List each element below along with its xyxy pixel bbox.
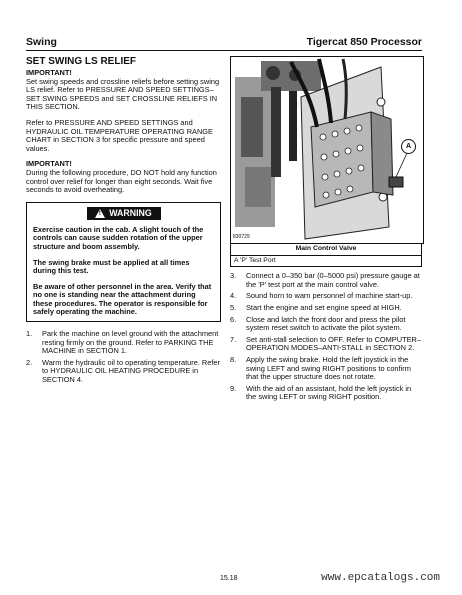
right-column bbox=[230, 56, 422, 405]
section-title: SET SWING LS RELIEF bbox=[26, 56, 137, 67]
warning-triangle-icon: ! bbox=[95, 209, 105, 218]
list-item: 5. Start the engine and set engine speed at HIGH. bbox=[230, 302, 402, 312]
steps-list-left bbox=[26, 330, 221, 385]
watermark: www.epcatalogs.com bbox=[321, 572, 440, 584]
caption-key: A 'P' Test Port bbox=[234, 256, 276, 264]
list-item: 3. Connect a 0–350 bar (0–5000 psi) pressure gauge at the 'P' test port at the main control valve. bbox=[230, 271, 420, 289]
warning-paragraph: Be aware of other personnel in the area. Verify that no one is standing near the attachment during these procedures. The operator is responsible for safely operating the machine. bbox=[33, 281, 212, 317]
figure-caption bbox=[230, 244, 422, 267]
warning-paragraph: Exercise caution in the cab. A slight touch of the controls can cause sudden rotation of the upper structure and boom assembly. bbox=[33, 224, 204, 251]
callout-a: A bbox=[401, 139, 416, 154]
important-label-2: IMPORTANT! bbox=[26, 159, 72, 169]
list-item: 7. Set anti-stall selection to OFF. Refer to COMPUTER–OPERATION MODES–ANTI-STALL in SECTION 2. bbox=[230, 334, 421, 353]
list-item: 4. Sound horn to warn personnel of machine start-up. bbox=[230, 291, 413, 301]
steps-list-right bbox=[230, 272, 422, 402]
list-item: 8. Apply the swing brake. Hold the left joystick in the swing LEFT and swing RIGHT positions to confirm that the upper structure does not rotate. bbox=[230, 354, 411, 382]
important-label-1: IMPORTANT! bbox=[26, 68, 72, 77]
left-column bbox=[26, 56, 221, 388]
page-header bbox=[26, 36, 422, 50]
figure-code: 830729 bbox=[233, 234, 250, 241]
valve-figure bbox=[230, 56, 424, 244]
important-text-2: During the following procedure, DO NOT hold any function control over relief for longer than eight seconds. Wait five seconds to avoid overheating. bbox=[26, 167, 217, 195]
list-item: 6. Close and latch the front door and press the pilot system reset switch to activate the pilot system. bbox=[230, 314, 406, 333]
list-item: 9. With the aid of an assistant, hold the left joystick in the swing LEFT or swing RIGHT position. bbox=[230, 383, 412, 402]
warning-paragraph: The swing brake must be applied at all times during this test. bbox=[33, 257, 190, 276]
warning-badge bbox=[87, 207, 161, 220]
page-number: 15.18 bbox=[220, 575, 238, 582]
header-product: Tigercat 850 Processor bbox=[306, 36, 422, 48]
important-text-1: Set swing speeds and crossline reliefs before setting swing LS relief. Refer to PRESSURE AND SPEED SETTINGS–SET SWING SPEEDS and SET CROSSLINE RELIEFS IN THIS SECTION. bbox=[26, 76, 220, 112]
main-control-valve-illustration bbox=[231, 57, 423, 243]
refer-paragraph: Refer to PRESSURE AND SPEED SETTINGS and HYDRAULIC OIL TEMPERATURE OPERATING RANGE CHART in SECTION 3 for specific pressure and speed values. bbox=[26, 117, 213, 153]
header-rule bbox=[26, 50, 422, 51]
warning-box bbox=[26, 202, 221, 322]
list-item: 2. Warm the hydraulic oil to operating temperature. Refer to HYDRAULIC OIL HEATING PROCEDURE in SECTION 4. bbox=[26, 357, 221, 385]
header-section: Swing bbox=[26, 36, 57, 48]
warning-label: WARNING bbox=[109, 207, 152, 218]
list-item: 1. Park the machine on level ground with the attachment resting firmly on the ground. Refer to PARKING THE MACHINE in SECTION 1. bbox=[26, 329, 219, 356]
caption-title: Main Control Valve bbox=[231, 244, 421, 256]
